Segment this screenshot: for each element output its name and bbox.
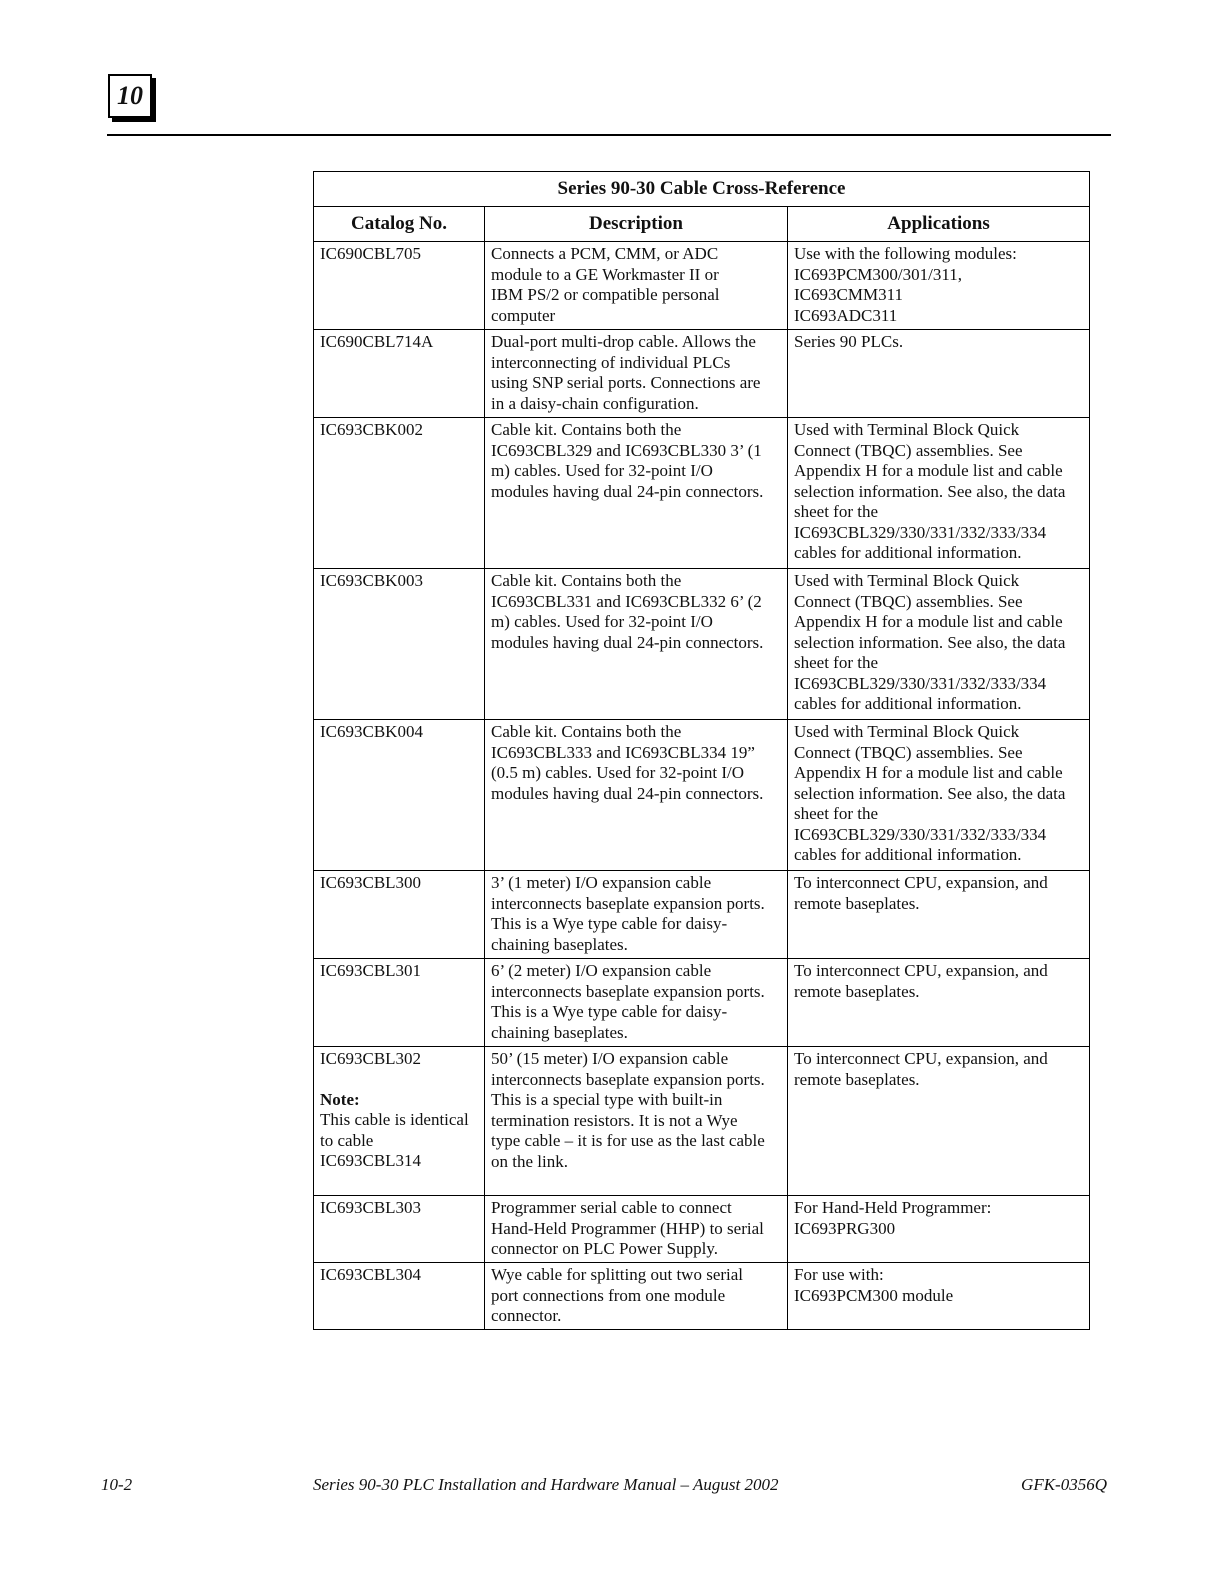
- description-cell-line: m) cables. Used for 32-point I/O: [491, 612, 713, 631]
- description-cell-line: in a daisy-chain configuration.: [491, 393, 699, 413]
- applications-cell-line: To interconnect CPU, expansion, and: [794, 873, 1048, 892]
- applications-cell: [788, 959, 1090, 1047]
- column-header-catalog: Catalog No.: [314, 207, 485, 242]
- description-cell-line: IBM PS/2 or compatible personal: [491, 285, 720, 304]
- applications-cell-line: IC693PCM300 module: [794, 1285, 954, 1305]
- description-cell-line: Connects a PCM, CMM, or ADC: [491, 244, 719, 263]
- applications-cell-line: sheet for the: [794, 804, 879, 823]
- description-cell-line: connector on PLC Power Supply.: [491, 1239, 718, 1258]
- catalog-cell-line: IC690CBL705: [320, 244, 422, 263]
- applications-cell-line: selection information. See also, the data: [794, 481, 1066, 501]
- applications-cell-line: cables for additional information.: [794, 543, 1022, 562]
- note-text-line: This cable is identical: [320, 1110, 469, 1129]
- applications-cell: [788, 1263, 1090, 1330]
- column-header-description: Description: [485, 207, 788, 242]
- applications-cell: [788, 418, 1090, 569]
- applications-cell-line: Connect (TBQC) assemblies. See: [794, 742, 1023, 762]
- header-rule: [107, 134, 1111, 136]
- applications-cell-line: Connect (TBQC) assemblies. See: [794, 591, 1023, 611]
- applications-cell: [788, 569, 1090, 720]
- catalog-cell-line: IC693CBL301: [320, 961, 422, 980]
- table-row: [314, 871, 1090, 959]
- applications-cell-line: Series 90 PLCs.: [794, 332, 904, 351]
- description-cell-line: This is a special type with built-in: [491, 1090, 723, 1109]
- description-cell-line: module to a GE Workmaster II or: [491, 264, 719, 284]
- applications-cell: [788, 871, 1090, 959]
- applications-cell-line: selection information. See also, the data: [794, 632, 1066, 652]
- table-body: [314, 242, 1090, 1330]
- catalog-cell: [314, 1047, 485, 1196]
- description-cell-line: IC693CBL331 and IC693CBL332 6’ (2: [491, 591, 762, 611]
- description-cell-line: using SNP serial ports. Connections are: [491, 373, 761, 392]
- catalog-cell-line: IC693CBK002: [320, 420, 423, 439]
- applications-cell-line: For Hand-Held Programmer:: [794, 1198, 992, 1217]
- footer-manual-title: Series 90-30 PLC Installation and Hardware Manual – August 2002: [313, 1475, 779, 1494]
- cable-cross-reference-table: [313, 171, 1090, 1330]
- description-cell: [485, 871, 788, 959]
- chapter-number-box: [108, 74, 152, 118]
- applications-cell: [788, 1047, 1090, 1196]
- description-cell-line: This is a Wye type cable for daisy-: [491, 914, 728, 933]
- applications-cell-line: For use with:: [794, 1265, 884, 1284]
- applications-cell-line: selection information. See also, the data: [794, 783, 1066, 803]
- catalog-cell-line: IC693CBL300: [320, 873, 422, 892]
- description-cell-line: computer: [491, 305, 556, 325]
- catalog-cell: [314, 418, 485, 569]
- note-label: Note:: [320, 1089, 360, 1109]
- note-text-line: IC693CBL314: [320, 1151, 422, 1170]
- description-cell-line: connector.: [491, 1306, 562, 1325]
- table-title: Series 90-30 Cable Cross-Reference: [314, 172, 1090, 207]
- description-cell-line: type cable – it is for use as the last cable: [491, 1131, 765, 1150]
- description-cell-line: IC693CBL333 and IC693CBL334 19”: [491, 742, 755, 762]
- catalog-cell: [314, 720, 485, 871]
- note-text-line: to cable: [320, 1130, 374, 1150]
- table-row: [314, 330, 1090, 418]
- applications-cell-line: Connect (TBQC) assemblies. See: [794, 440, 1023, 460]
- chapter-number: 10: [117, 81, 143, 110]
- footer-page-number: 10-2: [101, 1475, 133, 1494]
- table-row: [314, 418, 1090, 569]
- description-cell: [485, 1047, 788, 1196]
- applications-cell-line: sheet for the: [794, 653, 879, 672]
- applications-cell: [788, 330, 1090, 418]
- catalog-cell: [314, 1196, 485, 1263]
- applications-cell-line: IC693CBL329/330/331/332/333/334: [794, 824, 1047, 844]
- catalog-cell: [314, 871, 485, 959]
- catalog-cell-line: IC693CBK004: [320, 722, 423, 741]
- description-cell: [485, 330, 788, 418]
- applications-cell-line: IC693CMM311: [794, 285, 903, 304]
- description-cell-line: Programmer serial cable to connect: [491, 1198, 732, 1217]
- footer-doc-id: GFK-0356Q: [1021, 1475, 1107, 1494]
- description-cell-line: chaining baseplates.: [491, 1022, 628, 1042]
- column-header-applications: Applications: [788, 207, 1090, 242]
- applications-cell: [788, 242, 1090, 330]
- applications-cell-line: IC693CBL329/330/331/332/333/334: [794, 673, 1047, 693]
- applications-cell-line: cables for additional information.: [794, 845, 1022, 864]
- applications-cell-line: Used with Terminal Block Quick: [794, 571, 1020, 590]
- note-spacer: [320, 1070, 479, 1090]
- description-cell-line: interconnects baseplate expansion ports.: [491, 893, 765, 913]
- description-cell: [485, 242, 788, 330]
- description-cell: [485, 959, 788, 1047]
- table-row: [314, 569, 1090, 720]
- description-cell-line: Dual-port multi-drop cable. Allows the: [491, 332, 756, 351]
- description-cell-line: Cable kit. Contains both the: [491, 571, 682, 590]
- applications-cell-line: Appendix H for a module list and cable: [794, 612, 1063, 631]
- applications-cell-line: Appendix H for a module list and cable: [794, 461, 1063, 480]
- applications-cell: [788, 720, 1090, 871]
- table-row: [314, 1047, 1090, 1196]
- applications-cell-line: remote baseplates.: [794, 981, 920, 1001]
- applications-cell-line: Appendix H for a module list and cable: [794, 763, 1063, 782]
- applications-cell-line: IC693ADC311: [794, 305, 898, 325]
- applications-cell-line: IC693PCM300/301/311,: [794, 264, 962, 284]
- table-row: [314, 1196, 1090, 1263]
- applications-cell-line: To interconnect CPU, expansion, and: [794, 1049, 1048, 1068]
- description-cell: [485, 1263, 788, 1330]
- table-row: [314, 720, 1090, 871]
- description-cell-line: 3’ (1 meter) I/O expansion cable: [491, 873, 712, 892]
- applications-cell-line: Use with the following modules:: [794, 244, 1017, 263]
- description-cell: [485, 720, 788, 871]
- catalog-cell-line: IC693CBL302: [320, 1049, 422, 1068]
- description-cell-line: Hand-Held Programmer (HHP) to serial: [491, 1218, 764, 1238]
- catalog-cell-line: IC690CBL714A: [320, 332, 434, 351]
- applications-cell: [788, 1196, 1090, 1263]
- catalog-cell: [314, 569, 485, 720]
- description-cell-line: IC693CBL329 and IC693CBL330 3’ (1: [491, 440, 762, 460]
- description-cell-line: 6’ (2 meter) I/O expansion cable: [491, 961, 712, 980]
- description-cell-line: interconnects baseplate expansion ports.: [491, 981, 765, 1001]
- description-cell-line: modules having dual 24-pin connectors.: [491, 481, 764, 501]
- applications-cell-line: IC693CBL329/330/331/332/333/334: [794, 522, 1047, 542]
- description-cell-line: interconnecting of individual PLCs: [491, 352, 731, 372]
- description-cell-line: modules having dual 24-pin connectors.: [491, 783, 764, 803]
- description-cell: [485, 1196, 788, 1263]
- description-cell-line: modules having dual 24-pin connectors.: [491, 632, 764, 652]
- catalog-cell-line: IC693CBK003: [320, 571, 423, 590]
- applications-cell-line: sheet for the: [794, 502, 879, 521]
- catalog-cell: [314, 242, 485, 330]
- description-cell: [485, 569, 788, 720]
- description-cell-line: chaining baseplates.: [491, 934, 628, 954]
- description-cell-line: interconnects baseplate expansion ports.: [491, 1069, 765, 1089]
- catalog-cell: [314, 959, 485, 1047]
- description-cell-line: m) cables. Used for 32-point I/O: [491, 461, 713, 480]
- description-cell-line: port connections from one module: [491, 1285, 726, 1305]
- description-cell-line: termination resistors. It is not a Wye: [491, 1110, 738, 1130]
- table-row: [314, 959, 1090, 1047]
- applications-cell-line: remote baseplates.: [794, 893, 920, 913]
- applications-cell-line: Used with Terminal Block Quick: [794, 722, 1020, 741]
- description-cell-line: Wye cable for splitting out two serial: [491, 1265, 744, 1284]
- table-row: [314, 242, 1090, 330]
- catalog-cell: [314, 1263, 485, 1330]
- table-row: [314, 1263, 1090, 1330]
- catalog-cell: [314, 330, 485, 418]
- description-cell-line: Cable kit. Contains both the: [491, 420, 682, 439]
- description-cell: [485, 418, 788, 569]
- description-cell-line: (0.5 m) cables. Used for 32-point I/O: [491, 763, 745, 782]
- applications-cell-line: To interconnect CPU, expansion, and: [794, 961, 1048, 980]
- applications-cell-line: remote baseplates.: [794, 1069, 920, 1089]
- applications-cell-line: IC693PRG300: [794, 1218, 896, 1238]
- description-cell-line: Cable kit. Contains both the: [491, 722, 682, 741]
- catalog-cell-line: IC693CBL303: [320, 1198, 422, 1217]
- description-cell-line: on the link.: [491, 1151, 568, 1171]
- applications-cell-line: Used with Terminal Block Quick: [794, 420, 1020, 439]
- applications-cell-line: cables for additional information.: [794, 694, 1022, 713]
- description-cell-line: This is a Wye type cable for daisy-: [491, 1002, 728, 1021]
- description-cell-line: 50’ (15 meter) I/O expansion cable: [491, 1049, 729, 1068]
- catalog-cell-line: IC693CBL304: [320, 1265, 422, 1284]
